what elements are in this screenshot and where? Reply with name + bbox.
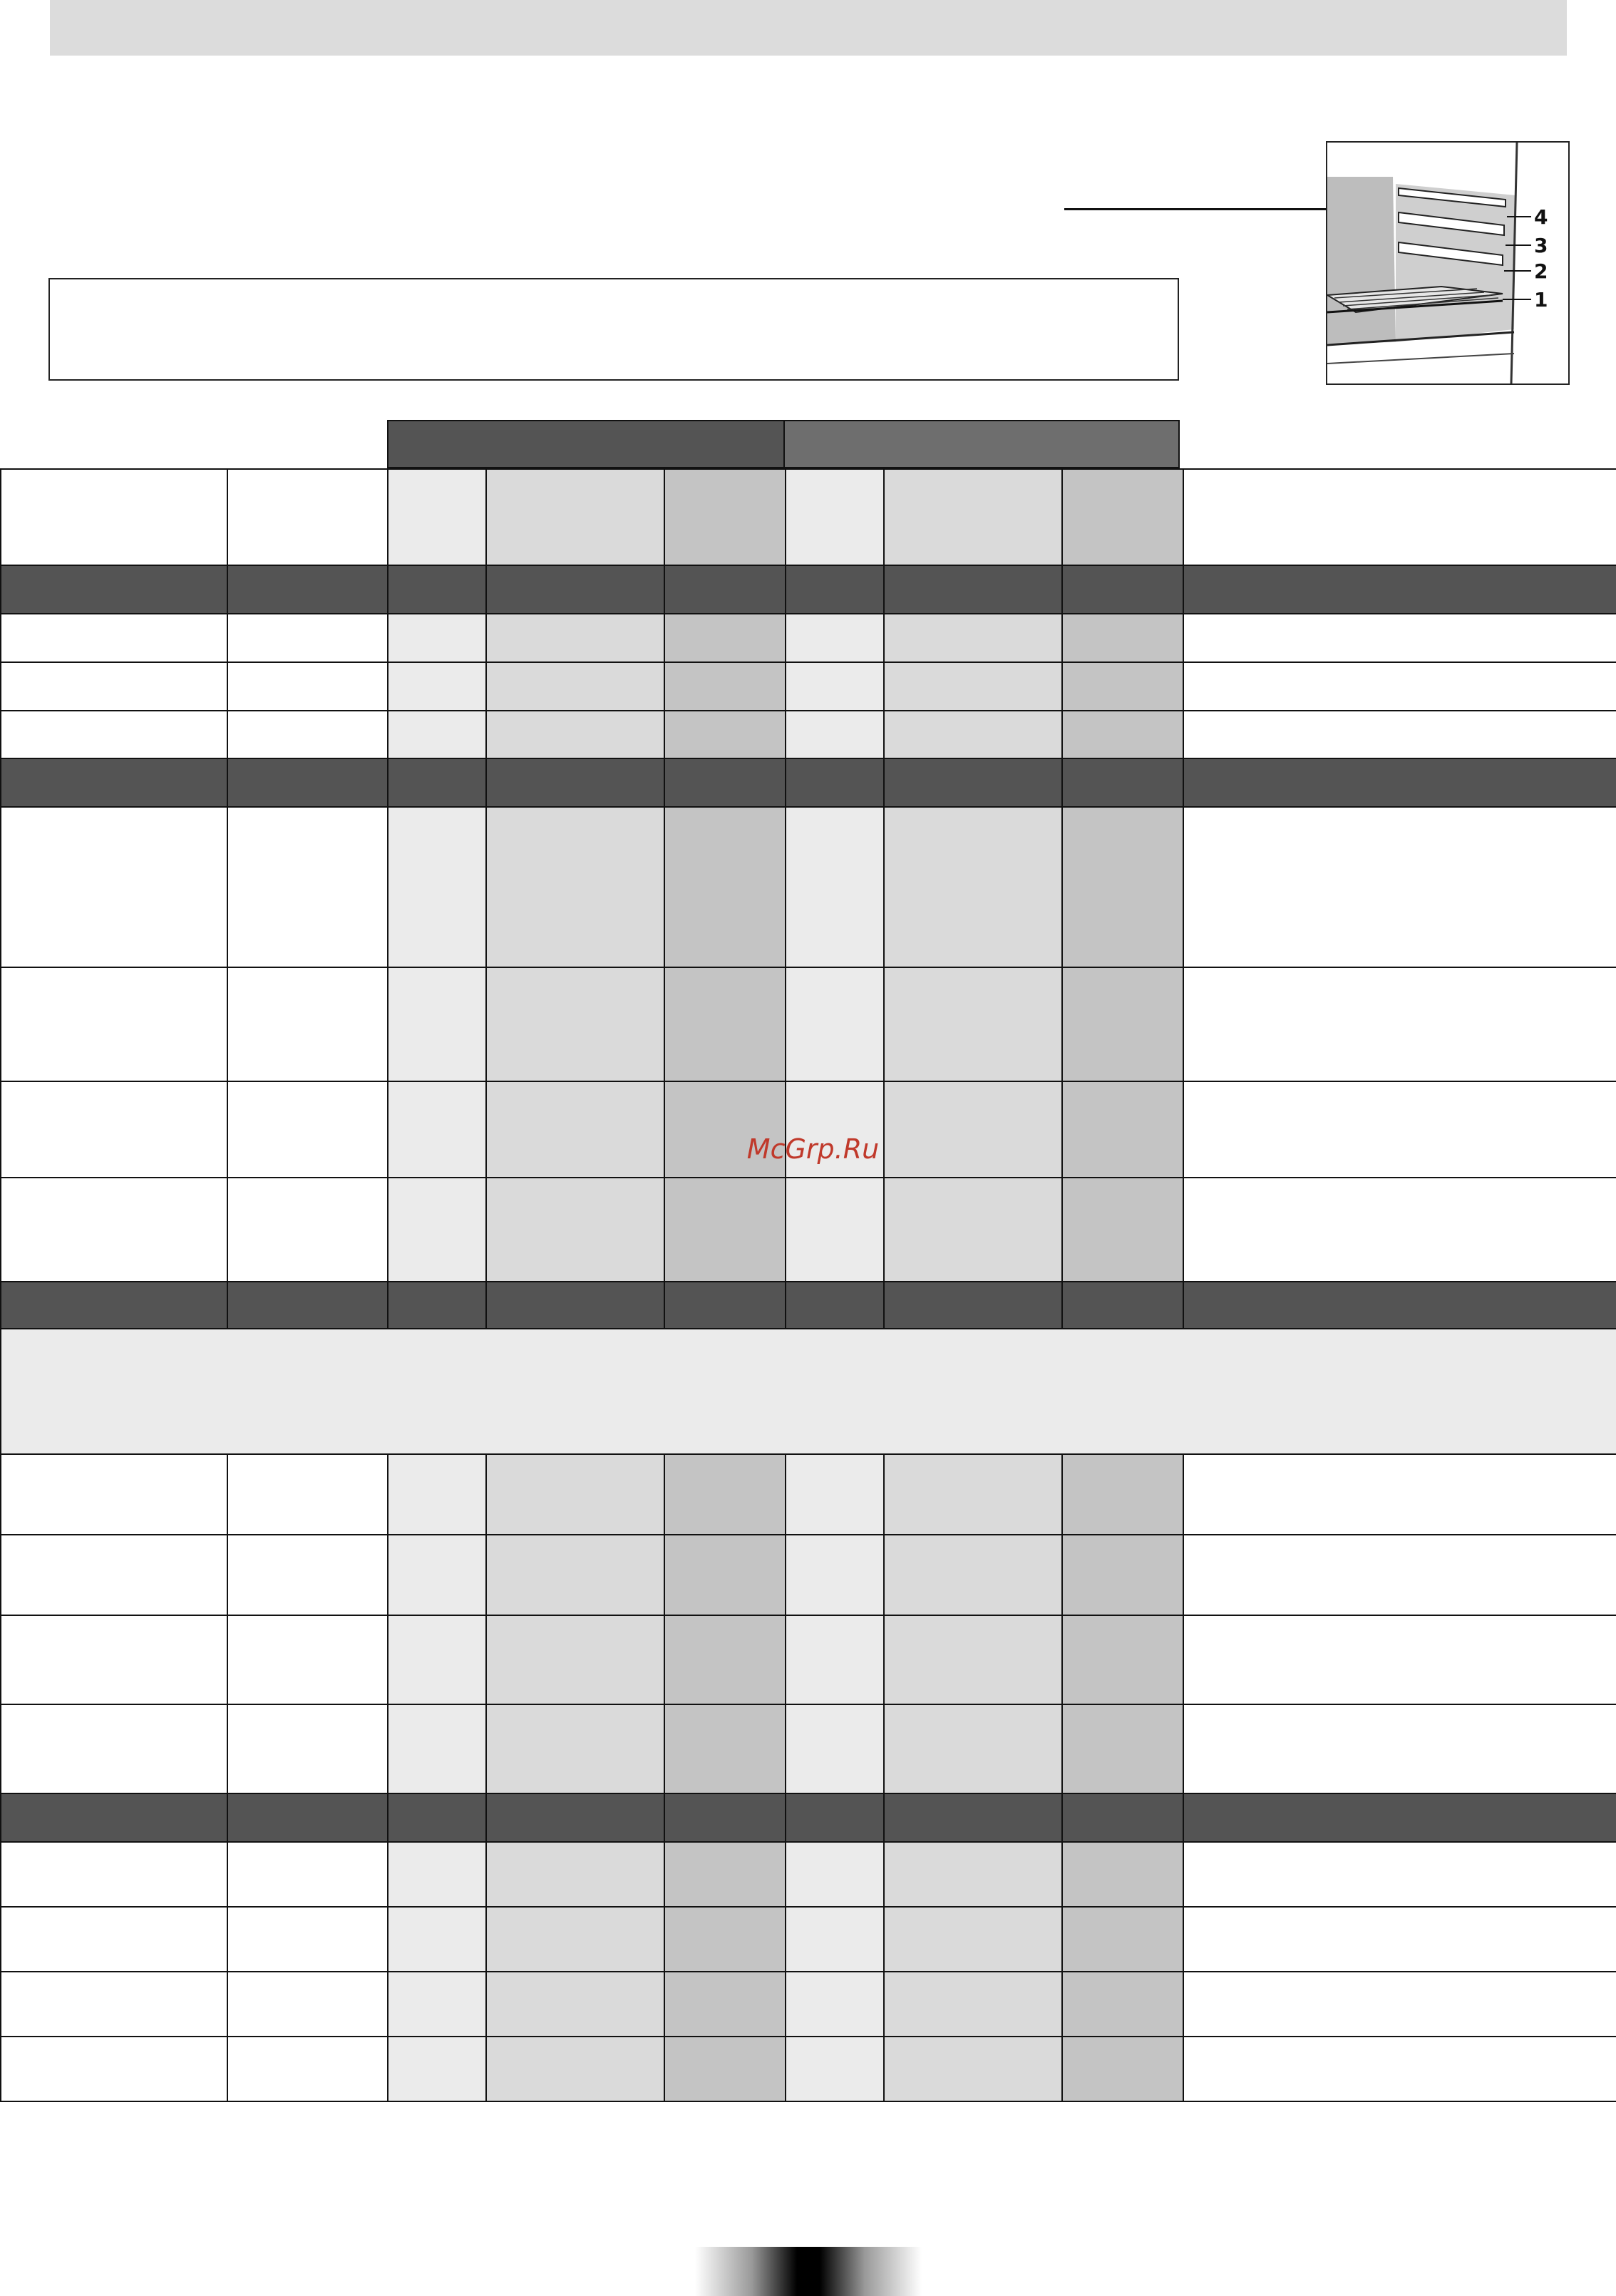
table-cell <box>1 1842 227 1907</box>
table-row <box>1 1535 1616 1615</box>
table-row <box>1 1178 1616 1282</box>
table-cell <box>1062 1704 1183 1793</box>
table-cell <box>664 1454 786 1535</box>
table-cell <box>786 1454 884 1535</box>
table-row <box>1 1842 1616 1907</box>
section-cell <box>1062 1793 1183 1842</box>
table-cell <box>486 614 664 662</box>
table-cell <box>388 1907 486 1972</box>
header-cell <box>227 469 388 565</box>
table-cell <box>664 1907 786 1972</box>
section-cell <box>786 1282 884 1329</box>
table-cell <box>1183 1081 1616 1178</box>
section-cell <box>227 758 388 807</box>
section-cell <box>786 758 884 807</box>
table-row <box>1 1454 1616 1535</box>
table-cell <box>786 1615 884 1704</box>
table-cell <box>664 614 786 662</box>
table-cell <box>664 1615 786 1704</box>
table-cell <box>1062 1972 1183 2037</box>
table-cell <box>486 1907 664 1972</box>
table-cell <box>388 1615 486 1704</box>
table-cell <box>227 711 388 758</box>
section-cell <box>1183 1282 1616 1329</box>
table-cell <box>786 1972 884 2037</box>
table-cell <box>664 1704 786 1793</box>
table-row <box>1 807 1616 967</box>
table-cell <box>1 807 227 967</box>
table-cell <box>1062 662 1183 711</box>
table-cell <box>884 1704 1062 1793</box>
table-cell <box>884 711 1062 758</box>
table-cell <box>227 614 388 662</box>
table-row <box>1 1907 1616 1972</box>
section-cell <box>1 565 227 614</box>
table-cell <box>1183 711 1616 758</box>
table-cell <box>486 1081 664 1178</box>
section-cell <box>1 1793 227 1842</box>
table-cell <box>884 662 1062 711</box>
table-cell <box>227 2037 388 2101</box>
table-cell <box>664 2037 786 2101</box>
table-cell <box>486 1972 664 2037</box>
table-cell <box>388 1178 486 1282</box>
table-cell <box>1183 1535 1616 1615</box>
table-cell <box>1 2037 227 2101</box>
table-cell <box>1183 614 1616 662</box>
header-cell <box>1062 469 1183 565</box>
table-cell <box>786 1842 884 1907</box>
section-cell <box>227 1282 388 1329</box>
table-cell <box>884 1454 1062 1535</box>
table-cell <box>1062 1535 1183 1615</box>
section-cell <box>1 758 227 807</box>
table-cell <box>664 662 786 711</box>
table-row <box>1 711 1616 758</box>
shelf-level-4-label: 4 <box>1534 205 1548 229</box>
table-row <box>1 2037 1616 2101</box>
table-cell <box>664 1535 786 1615</box>
table-cell <box>1062 1907 1183 1972</box>
table-cell <box>786 1178 884 1282</box>
section-header-row <box>1 758 1616 807</box>
table-cell <box>1 1178 227 1282</box>
note-box <box>48 278 1179 381</box>
table-cell <box>1183 1842 1616 1907</box>
table-cell <box>1183 1972 1616 2037</box>
table-cell <box>786 967 884 1081</box>
table-cell <box>486 1535 664 1615</box>
top-header-bar <box>50 0 1567 56</box>
table-cell <box>486 1178 664 1282</box>
section-cell <box>1183 565 1616 614</box>
section-cell <box>486 758 664 807</box>
table-cell <box>664 1178 786 1282</box>
table-cell <box>1 1454 227 1535</box>
table-cell <box>664 1972 786 2037</box>
table-cell <box>486 1615 664 1704</box>
table-cell <box>1183 967 1616 1081</box>
section-header-row <box>1 1793 1616 1842</box>
section-header-row <box>1 1282 1616 1329</box>
table-cell <box>884 1842 1062 1907</box>
table-cell <box>786 1535 884 1615</box>
table-cell <box>388 1972 486 2037</box>
note-cell <box>1 1329 1616 1454</box>
table-cell <box>388 807 486 967</box>
section-cell <box>786 1793 884 1842</box>
table-body <box>1 469 1616 2101</box>
table-cell <box>388 1842 486 1907</box>
table-cell <box>786 1704 884 1793</box>
table-cell <box>1 1535 227 1615</box>
table-cell <box>388 2037 486 2101</box>
table-cell <box>1062 1615 1183 1704</box>
section-cell <box>388 758 486 807</box>
table-cell <box>786 2037 884 2101</box>
pointer-arrow-line <box>1064 208 1353 210</box>
table-cell <box>664 967 786 1081</box>
table-cell <box>1183 662 1616 711</box>
section-cell <box>486 1793 664 1842</box>
table-cell <box>486 967 664 1081</box>
table-cell <box>884 1615 1062 1704</box>
table-cell <box>884 807 1062 967</box>
table-cell <box>227 662 388 711</box>
shelf-level-3-label: 3 <box>1534 234 1548 257</box>
section-cell <box>664 1282 786 1329</box>
table-cell <box>786 1907 884 1972</box>
table-cell <box>388 614 486 662</box>
table-cell <box>884 967 1062 1081</box>
table-cell <box>1183 1615 1616 1704</box>
section-cell <box>227 1793 388 1842</box>
table-cell <box>1 967 227 1081</box>
table-cell <box>1 614 227 662</box>
table-cell <box>1062 1081 1183 1178</box>
table-cell <box>227 1178 388 1282</box>
table-cell <box>1062 967 1183 1081</box>
section-cell <box>884 1282 1062 1329</box>
section-cell <box>486 565 664 614</box>
table-cell <box>388 662 486 711</box>
oven-interior-illustration <box>1327 143 1568 383</box>
table-cell <box>1062 711 1183 758</box>
table-cell <box>1062 807 1183 967</box>
table-group-header-2 <box>783 420 1180 468</box>
header-cell <box>1 469 227 565</box>
section-cell <box>1183 1793 1616 1842</box>
table-cell <box>486 1454 664 1535</box>
table-cell <box>486 1842 664 1907</box>
page-number-tab <box>695 2247 922 2296</box>
table-cell <box>664 1842 786 1907</box>
table-cell <box>227 1907 388 1972</box>
table-cell <box>1 1704 227 1793</box>
table-cell <box>1183 1907 1616 1972</box>
table-cell <box>664 711 786 758</box>
oven-shelf-figure <box>1326 141 1570 385</box>
table-cell <box>884 2037 1062 2101</box>
table-cell <box>884 1178 1062 1282</box>
table-group-header-1 <box>387 420 785 468</box>
table-cell <box>1 711 227 758</box>
section-cell <box>1 1282 227 1329</box>
section-cell <box>664 758 786 807</box>
watermark-text: McGrp.Ru <box>746 1133 880 1165</box>
table-row <box>1 614 1616 662</box>
header-cell <box>786 469 884 565</box>
table-cell <box>227 967 388 1081</box>
table-cell <box>884 1907 1062 1972</box>
table-cell <box>388 1535 486 1615</box>
header-cell <box>486 469 664 565</box>
table-cell <box>1183 2037 1616 2101</box>
table-cell <box>486 711 664 758</box>
section-header-row <box>1 565 1616 614</box>
table-row <box>1 662 1616 711</box>
table-header-row <box>1 469 1616 565</box>
table-cell <box>1 1081 227 1178</box>
table-cell <box>1 1907 227 1972</box>
table-cell <box>1183 807 1616 967</box>
header-cell <box>388 469 486 565</box>
table-cell <box>388 1454 486 1535</box>
table-cell <box>884 1535 1062 1615</box>
section-cell <box>1062 758 1183 807</box>
table-cell <box>884 1972 1062 2037</box>
table-cell <box>786 614 884 662</box>
section-cell <box>1062 1282 1183 1329</box>
table-cell <box>486 1704 664 1793</box>
table-cell <box>388 1704 486 1793</box>
section-cell <box>486 1282 664 1329</box>
cooking-table <box>0 468 1616 2102</box>
table-cell <box>486 2037 664 2101</box>
table-row <box>1 1704 1616 1793</box>
table-cell <box>1062 1454 1183 1535</box>
table-cell <box>227 1535 388 1615</box>
table-cell <box>664 807 786 967</box>
table-cell <box>1062 2037 1183 2101</box>
section-cell <box>1062 565 1183 614</box>
table-cell <box>227 807 388 967</box>
table-cell <box>227 1081 388 1178</box>
shelf-level-2-label: 2 <box>1534 259 1548 283</box>
section-cell <box>664 565 786 614</box>
table-cell <box>1 1972 227 2037</box>
section-cell <box>884 565 1062 614</box>
table-cell <box>1062 614 1183 662</box>
section-cell <box>1183 758 1616 807</box>
header-cell <box>884 469 1062 565</box>
table-cell <box>1183 1704 1616 1793</box>
table-row <box>1 967 1616 1081</box>
table-cell <box>786 662 884 711</box>
table-row <box>1 1615 1616 1704</box>
oven-back-wall <box>1327 177 1396 344</box>
table-cell <box>388 1081 486 1178</box>
section-cell <box>388 1793 486 1842</box>
table-cell <box>1 662 227 711</box>
table-cell <box>786 711 884 758</box>
table-cell <box>1183 1454 1616 1535</box>
table-cell <box>1183 1178 1616 1282</box>
table-cell <box>227 1842 388 1907</box>
table-cell <box>884 1081 1062 1178</box>
section-cell <box>227 565 388 614</box>
table-cell <box>884 614 1062 662</box>
shelf-level-1-label: 1 <box>1534 288 1548 312</box>
table-cell <box>1062 1842 1183 1907</box>
section-cell <box>884 758 1062 807</box>
table-cell <box>786 807 884 967</box>
table-cell <box>227 1972 388 2037</box>
section-cell <box>664 1793 786 1842</box>
table-cell <box>388 711 486 758</box>
header-cell <box>1183 469 1616 565</box>
table-cell <box>1 1615 227 1704</box>
table-cell <box>486 807 664 967</box>
section-cell <box>388 1282 486 1329</box>
table-cell <box>227 1454 388 1535</box>
table-cell <box>388 967 486 1081</box>
section-cell <box>388 565 486 614</box>
table-cell <box>1062 1178 1183 1282</box>
table-row <box>1 1972 1616 2037</box>
section-cell <box>884 1793 1062 1842</box>
table-cell <box>227 1615 388 1704</box>
section-cell <box>786 565 884 614</box>
table-cell <box>227 1704 388 1793</box>
header-cell <box>664 469 786 565</box>
table-cell <box>486 662 664 711</box>
note-row <box>1 1329 1616 1454</box>
